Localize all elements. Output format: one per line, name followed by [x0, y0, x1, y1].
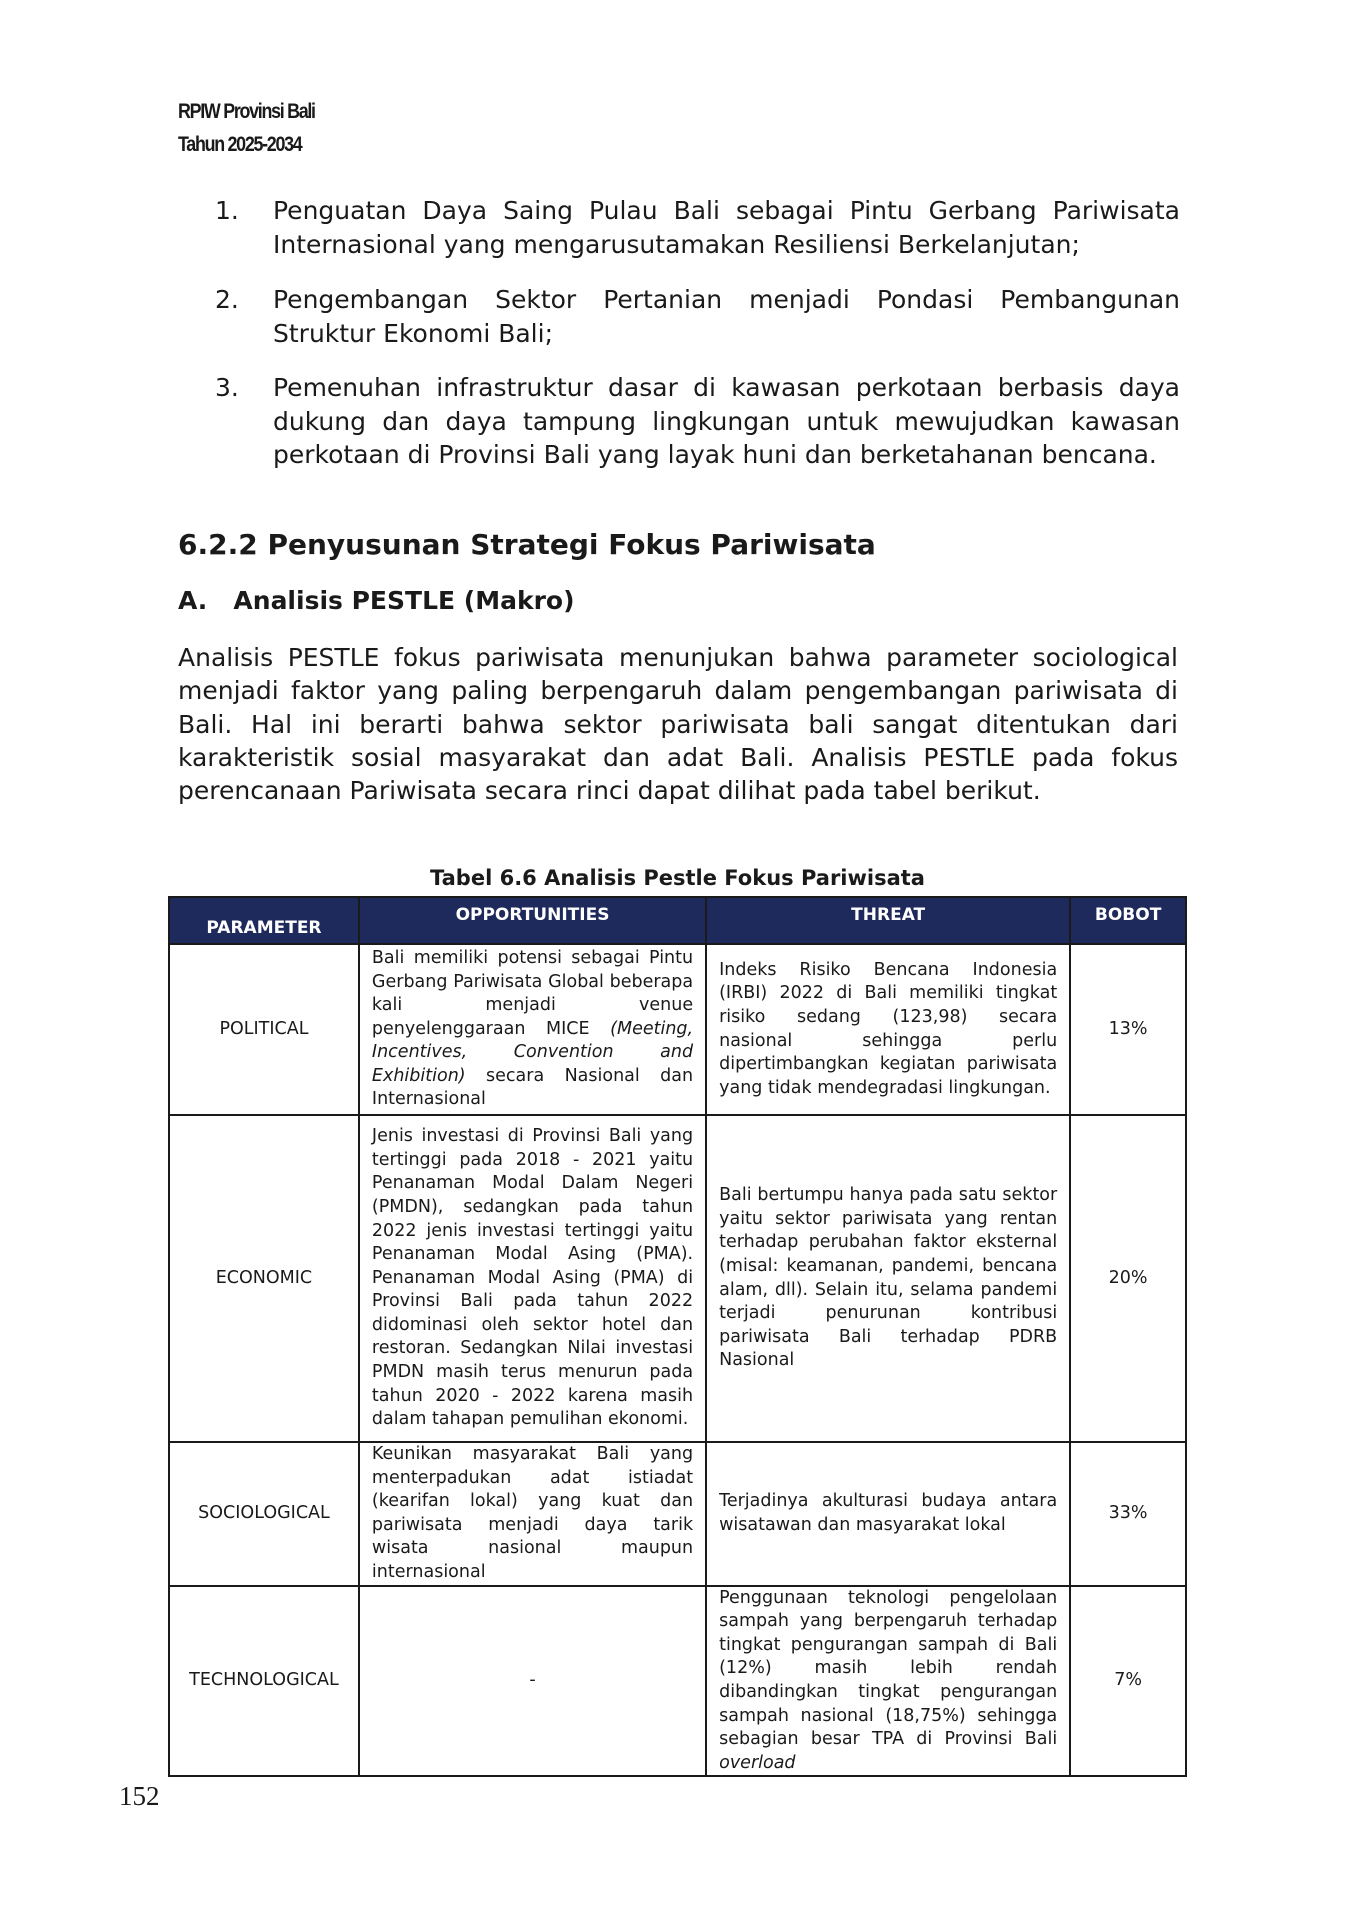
running-header-years: Tahun 2025-2034 [178, 133, 302, 156]
table-header-row [169, 897, 1186, 944]
bobot-cell: 13% [1070, 944, 1186, 1115]
bobot-cell: 20% [1070, 1115, 1186, 1442]
page-number: 152 [119, 1781, 160, 1811]
section-heading: 6.2.2 Penyusunan Strategi Fokus Pariwisata [178, 528, 876, 561]
threat-cell: Terjadinya akulturasi budaya antara wisatawan dan masyarakat lokal [706, 1442, 1070, 1586]
subheading: A. Analisis PESTLE (Makro) [178, 586, 575, 615]
list-text: Pemenuhan infrastruktur dasar di kawasan perkotaan berbasis daya dukung dan daya tampung lingkungan untuk mewujudkan kawasan perkotaan di Provinsi Bali yang layak huni dan berketahanan bencana. [273, 373, 1180, 469]
opportunities-text: secara Nasional dan Internasional [371, 1065, 694, 1110]
parameter-cell: SOCIOLOGICAL [169, 1442, 359, 1586]
body-paragraph: Analisis PESTLE fokus pariwisata menunjukan bahwa parameter sociological menjadi faktor yang paling berpengaruh dalam pengembangan pariwisata di Bali. Hal ini berarti bahwa sektor pariwisata bali sangat ditentukan dari karakteristik sosial masyarakat dan adat Bali. Analisis PESTLE pada fokus perencanaan Pariwisata secara rinci dapat dilihat pada tabel berikut. [178, 643, 1178, 806]
list-text: Penguatan Daya Saing Pulau Bali sebagai Pintu Gerbang Pariwisata Internasional yang mengarusutamakan Resiliensi Berkelanjutan; [273, 196, 1180, 259]
threat-cell [706, 1586, 1070, 1777]
list-item [215, 194, 1180, 261]
table-row [169, 1442, 1186, 1586]
table-caption: Tabel 6.6 Analisis Pestle Fokus Pariwisata [430, 866, 925, 890]
list-number: 1. [215, 196, 239, 225]
running-header-title: RPIW Provinsi Bali [178, 100, 315, 123]
opportunities-cell [359, 944, 706, 1115]
list-number: 3. [215, 373, 239, 402]
bobot-cell: 7% [1070, 1586, 1186, 1777]
opportunities-cell: - [359, 1586, 706, 1777]
threat-text: Penggunaan teknologi pengelolaan sampah yang berpengaruh terhadap tingkat pengurangan sampah di Bali (12%) masih lebih rendah dibandingkan tingkat pengurangan sampah nasional (18,75%) sehingga sebagian besar TPA di Provinsi Bali [719, 1587, 1058, 1750]
list-number: 2. [215, 285, 239, 314]
header-parameter: PARAMETER [169, 897, 359, 944]
threat-cell: Bali bertumpu hanya pada satu sektor yaitu sektor pariwisata yang rentan terhadap perubahan faktor eksternal (misal: keamanan, pandemi, bencana alam, dll). Selain itu, selama pandemi terjadi penurunan kontribusi pariwisata Bali terhadap PDRB Nasional [706, 1115, 1070, 1442]
parameter-cell: TECHNOLOGICAL [169, 1586, 359, 1777]
header-threat: THREAT [706, 897, 1070, 944]
header-bobot: BOBOT [1070, 897, 1186, 944]
opportunities-cell: Keunikan masyarakat Bali yang menterpadukan adat istiadat (kearifan lokal) yang kuat dan pariwisata menjadi daya tarik wisata nasional maupun internasional [359, 1442, 706, 1586]
parameter-cell: ECONOMIC [169, 1115, 359, 1442]
list-item [215, 283, 1180, 350]
threat-cell: Indeks Risiko Bencana Indonesia (IRBI) 2022 di Bali memiliki tingkat risiko sedang (123,98) secara nasional sehingga perlu dipertimbangkan kegiatan pariwisata yang tidak mendegradasi lingkungan. [706, 944, 1070, 1115]
opportunities-cell: Jenis investasi di Provinsi Bali yang tertinggi pada 2018 - 2021 yaitu Penanaman Modal Dalam Negeri (PMDN), sedangkan pada tahun 2022 jenis investasi tertinggi yaitu Penanaman Modal Asing (PMA). Penanaman Modal Asing (PMA) di Provinsi Bali pada tahun 2022 didominasi oleh sektor hotel dan restoran. Sedangkan Nilai investasi PMDN masih terus menurun pada tahun 2020 - 2022 karena masih dalam tahapan pemulihan ekonomi. [359, 1115, 706, 1442]
opportunities-italic-text: (Meeting, Incentives, Convention and Exhibition) [371, 1018, 694, 1086]
header-opportunities: OPPORTUNITIES [359, 897, 706, 944]
table-row [169, 1115, 1186, 1442]
table-row [169, 1586, 1186, 1777]
opportunities-text: Bali memiliki potensi sebagai Pintu Gerbang Pariwisata Global beberapa kali menjadi venue penyelenggaraan MICE [371, 947, 694, 1039]
pestle-table [168, 896, 1187, 1777]
parameter-cell: POLITICAL [169, 944, 359, 1115]
list-item [215, 371, 1180, 472]
table-row [169, 944, 1186, 1115]
list-text: Pengembangan Sektor Pertanian menjadi Pondasi Pembangunan Struktur Ekonomi Bali; [273, 285, 1180, 348]
bobot-cell: 33% [1070, 1442, 1186, 1586]
threat-italic-text: overload [719, 1752, 796, 1773]
